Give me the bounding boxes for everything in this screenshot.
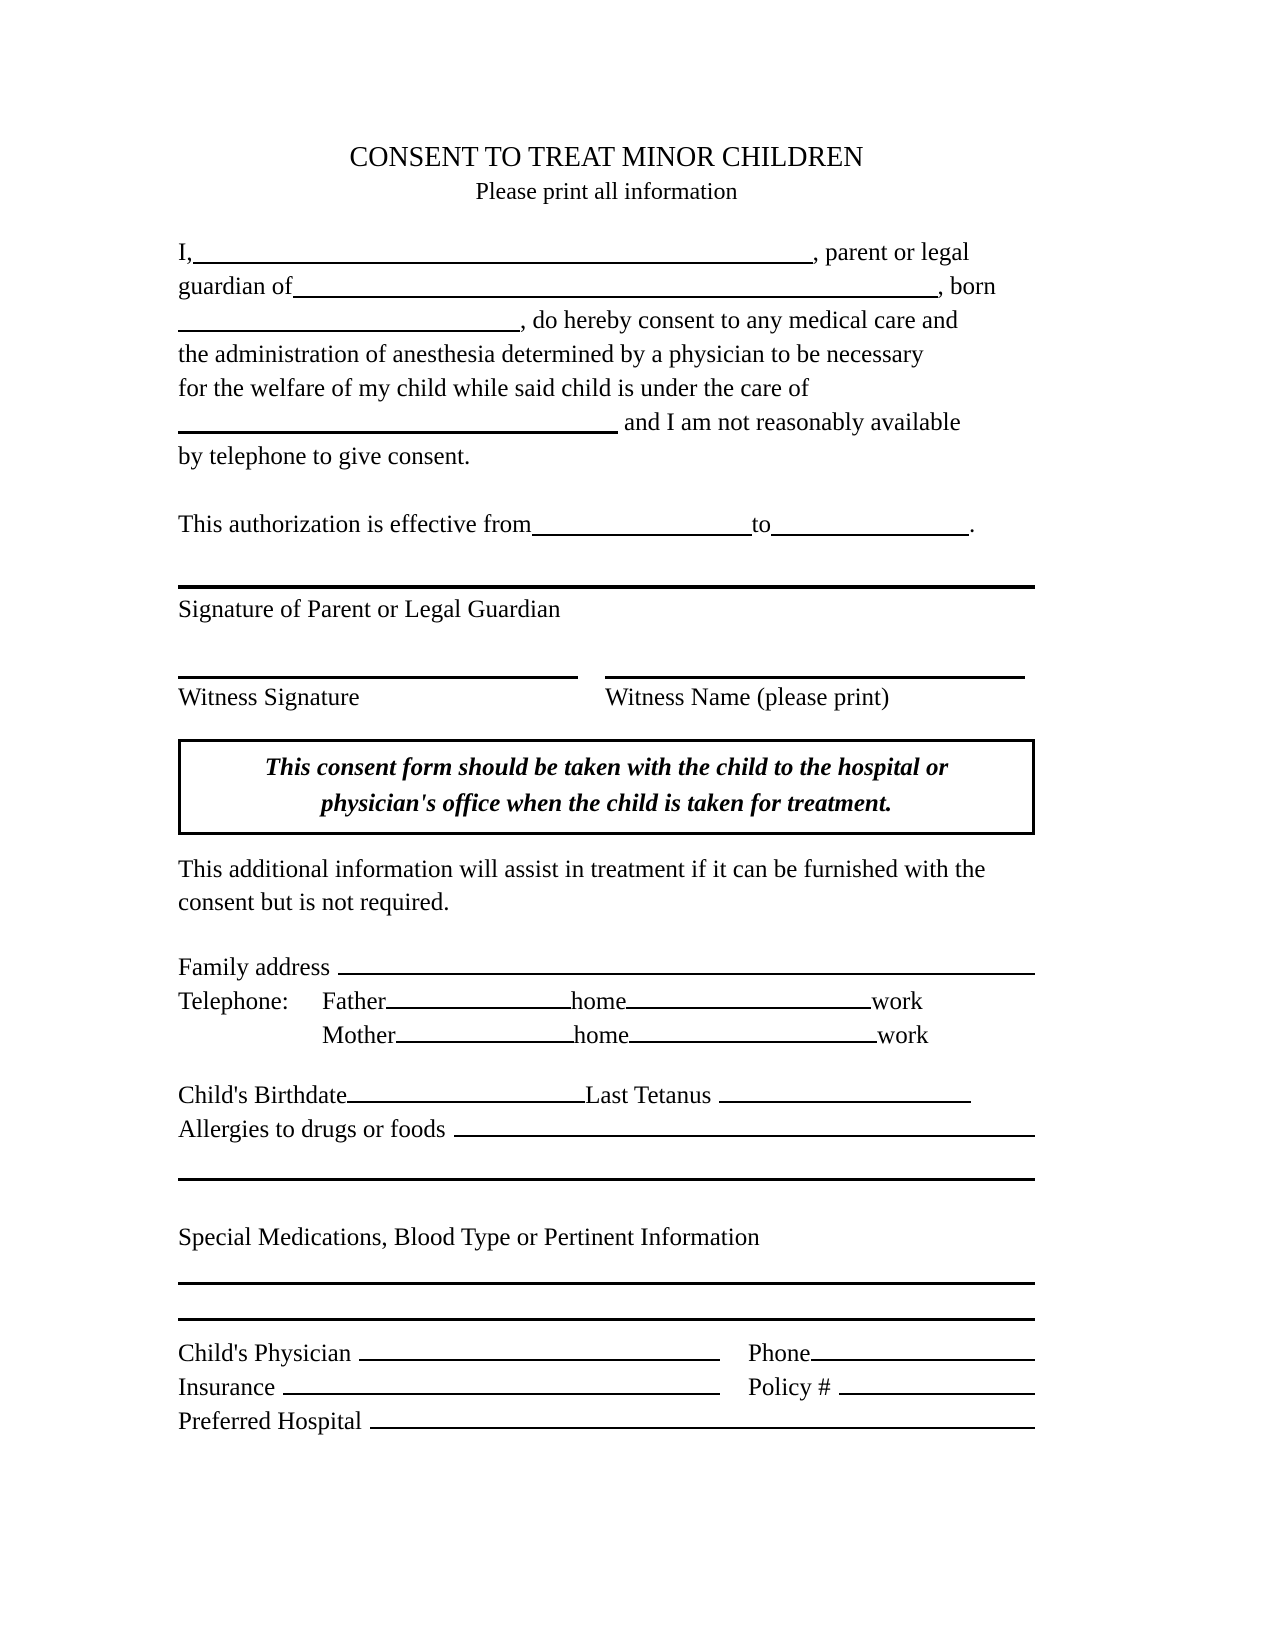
policy-number-field[interactable] xyxy=(839,1391,1035,1395)
mother-label: Mother xyxy=(322,1022,396,1049)
special-medications-label: Special Medications, Blood Type or Pertinent Information xyxy=(178,1224,760,1251)
childs-birthdate-field[interactable] xyxy=(347,1099,585,1103)
child-name-field[interactable] xyxy=(293,294,938,298)
notice-box xyxy=(178,739,1035,835)
telephone-father-row xyxy=(178,985,1035,1019)
work-label: work xyxy=(877,1022,929,1049)
notice-line-1: This consent form should be taken with the child to the hospital or xyxy=(264,754,949,781)
consent-text: , born xyxy=(937,273,996,300)
consent-text: , parent or legal xyxy=(812,239,970,266)
allergies-row xyxy=(178,1113,1035,1147)
effective-from-field[interactable] xyxy=(532,532,752,536)
family-address-label: Family address xyxy=(178,954,331,981)
childs-physician-label: Child's Physician xyxy=(178,1340,352,1367)
witness-name-label: Witness Name (please print) xyxy=(605,684,890,711)
parent-signature-line[interactable] xyxy=(178,585,1035,589)
authorization-period: . xyxy=(969,511,976,538)
form-subtitle: Please print all information xyxy=(475,179,738,205)
family-address-row xyxy=(178,951,1035,985)
caregiver-name-field[interactable] xyxy=(178,430,618,434)
telephone-mother-row xyxy=(178,1019,1035,1053)
consent-text: I, xyxy=(178,239,193,266)
preferred-hospital-row xyxy=(178,1405,1035,1439)
childs-physician-field[interactable] xyxy=(359,1357,720,1361)
special-medications-line-2[interactable] xyxy=(178,1285,1035,1321)
last-tetanus-field[interactable] xyxy=(719,1099,971,1103)
insurance-row xyxy=(178,1371,1035,1405)
witness-name-line[interactable] xyxy=(605,676,1025,679)
childs-birthdate-label: Child's Birthdate xyxy=(178,1082,348,1109)
allergies-field[interactable] xyxy=(454,1133,1035,1137)
home-label: home xyxy=(570,988,627,1015)
mother-phone-field[interactable] xyxy=(396,1039,574,1043)
consent-text: for the welfare of my child while said child is under the care of xyxy=(178,375,810,402)
family-address-field[interactable] xyxy=(338,971,1035,975)
insurance-label: Insurance xyxy=(178,1374,276,1401)
home-label: home xyxy=(573,1022,630,1049)
physician-phone-field[interactable] xyxy=(811,1357,1036,1361)
special-medications-line-1[interactable] xyxy=(178,1255,1035,1285)
parent-signature-label: Signature of Parent or Legal Guardian xyxy=(178,596,561,623)
father-home-phone-field[interactable] xyxy=(626,1005,871,1009)
last-tetanus-label: Last Tetanus xyxy=(585,1082,712,1109)
witness-signature-line[interactable] xyxy=(178,676,578,679)
policy-number-label: Policy # xyxy=(748,1374,831,1401)
birth-date-field[interactable] xyxy=(178,328,520,332)
phone-label: Phone xyxy=(748,1340,811,1367)
additional-info-text: This additional information will assist in treatment if it can be furnished with the consent but is not required. xyxy=(178,856,986,916)
witness-labels xyxy=(178,681,1035,715)
witness-signature-label: Witness Signature xyxy=(178,684,360,711)
authorization-to-text: to xyxy=(751,511,772,538)
form-content xyxy=(178,140,1035,1439)
witness-lines xyxy=(178,676,1035,679)
authorization-text: This authorization is effective from xyxy=(178,511,532,538)
physician-row xyxy=(178,1337,1035,1371)
consent-paragraph xyxy=(178,236,1035,474)
father-label: Father xyxy=(322,988,386,1015)
parent-name-field[interactable] xyxy=(193,260,813,264)
father-phone-field[interactable] xyxy=(386,1005,571,1009)
work-label: work xyxy=(871,988,923,1015)
mother-home-phone-field[interactable] xyxy=(629,1039,877,1043)
preferred-hospital-label: Preferred Hospital xyxy=(178,1408,362,1435)
consent-text: , do hereby consent to any medical care and xyxy=(520,307,959,334)
telephone-label: Telephone: xyxy=(178,988,289,1015)
insurance-field[interactable] xyxy=(283,1391,720,1395)
allergies-label: Allergies to drugs or foods xyxy=(178,1116,446,1143)
preferred-hospital-field[interactable] xyxy=(370,1425,1035,1429)
consent-text: guardian of xyxy=(178,273,293,300)
form-title: CONSENT TO TREAT MINOR CHILDREN xyxy=(349,142,864,173)
authorization-row xyxy=(178,508,1035,542)
consent-text: the administration of anesthesia determined by a physician to be necessary xyxy=(178,341,924,368)
allergies-continuation-line[interactable] xyxy=(178,1155,1035,1181)
notice-line-2: physician's office when the child is taken for treatment. xyxy=(320,790,893,817)
effective-to-field[interactable] xyxy=(771,532,969,536)
consent-text: by telephone to give consent. xyxy=(178,443,471,470)
birthdate-tetanus-row xyxy=(178,1079,1035,1113)
consent-text: and I am not reasonably available xyxy=(624,409,961,436)
